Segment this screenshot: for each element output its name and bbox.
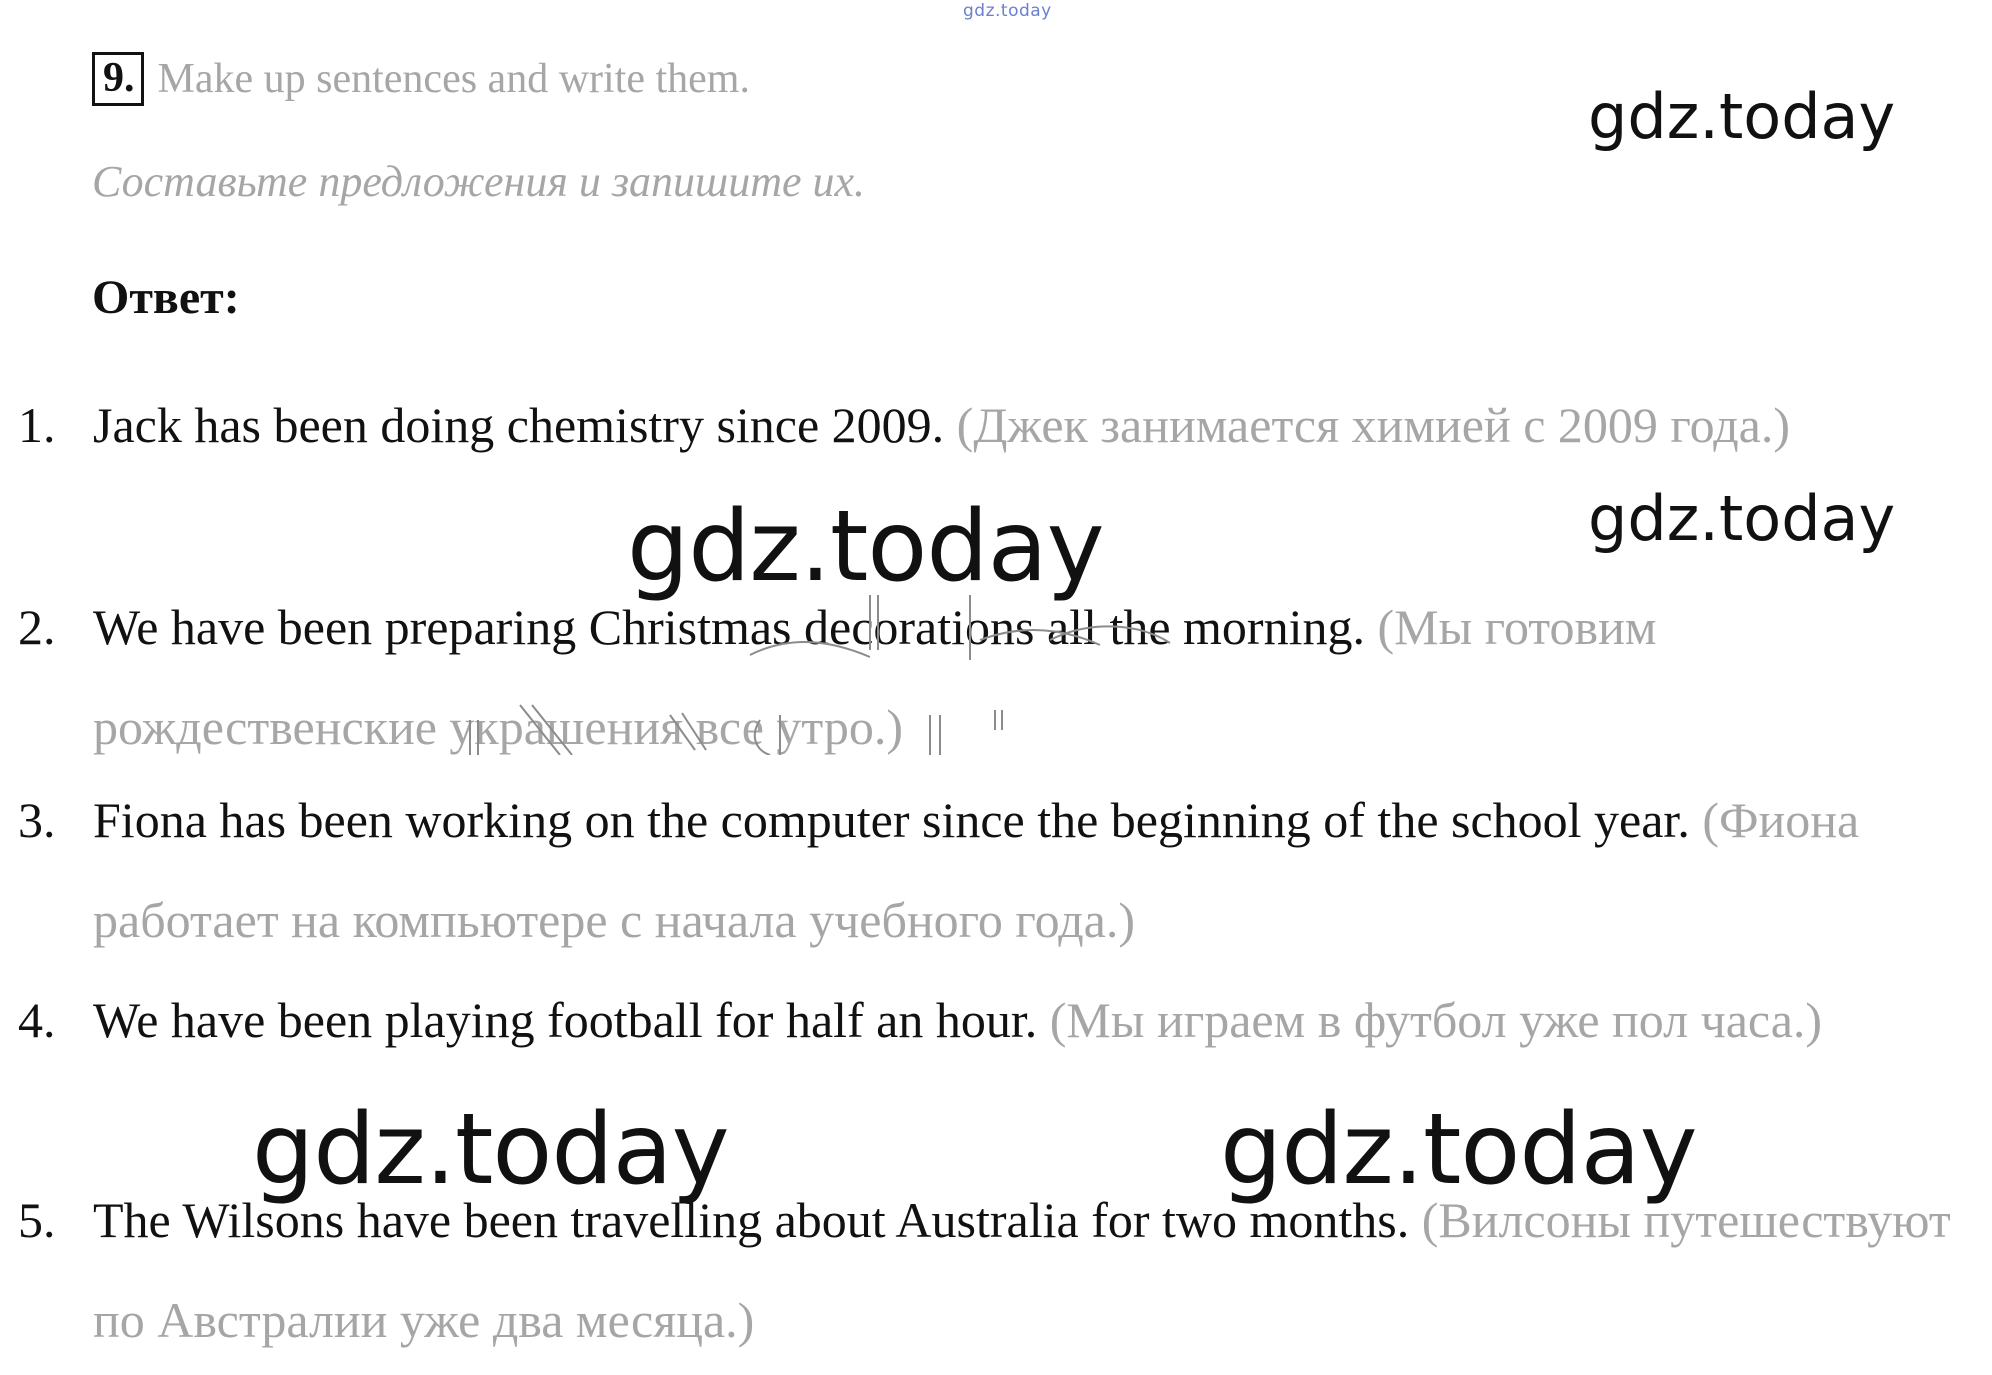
task-translation: Составьте предложения и запишите их. xyxy=(92,157,866,206)
task-instruction: Make up sentences and write them. xyxy=(157,56,750,102)
answer-russian: (Джек занимается химией с 2009 года.) xyxy=(956,397,1790,453)
answer-english: We have been preparing Christmas decorations all the morning. xyxy=(93,599,1365,655)
answer-label: Ответ: xyxy=(92,271,240,324)
answer-text xyxy=(93,375,1983,475)
answer-number: 3. xyxy=(18,792,56,848)
answer-russian: (Фиона работает на компьютере с начала учебного года.) xyxy=(93,792,1860,948)
watermark-text: gdz.today xyxy=(1588,80,1896,153)
answer-english: Jack has been doing chemistry since 2009. xyxy=(93,397,945,453)
answer-number: 5. xyxy=(18,1192,56,1248)
answer-english: We have been playing football for half an hour. xyxy=(93,992,1038,1048)
answer-russian: (Вилсоны путешествуют по Австралии уже два месяца.) xyxy=(93,1192,1951,1348)
watermark-text: gdz.today xyxy=(1220,1093,1697,1207)
top-watermark: gdz.today xyxy=(963,1,1052,21)
watermark-text: gdz.today xyxy=(627,490,1104,604)
answer-russian: (Мы играем в футбол уже пол часа.) xyxy=(1049,992,1823,1048)
watermark-text: gdz.today xyxy=(1588,482,1896,555)
task-header xyxy=(92,52,750,106)
answer-english: The Wilsons have been travelling about Australia for two months. xyxy=(93,1192,1410,1248)
answer-number: 2. xyxy=(18,599,56,655)
answer-number: 4. xyxy=(18,992,56,1048)
task-number: 9. xyxy=(92,52,144,106)
watermark-text: gdz.today xyxy=(252,1093,729,1207)
answer-russian: (Мы готовим рождественские украшения все утро.) xyxy=(93,599,1657,755)
answer-english: Fiona has been working on the computer since the beginning of the school year. xyxy=(93,792,1690,848)
answer-text xyxy=(93,577,1983,777)
answer-number: 1. xyxy=(18,397,56,453)
answer-text xyxy=(93,770,1983,970)
answer-text xyxy=(93,970,1983,1070)
